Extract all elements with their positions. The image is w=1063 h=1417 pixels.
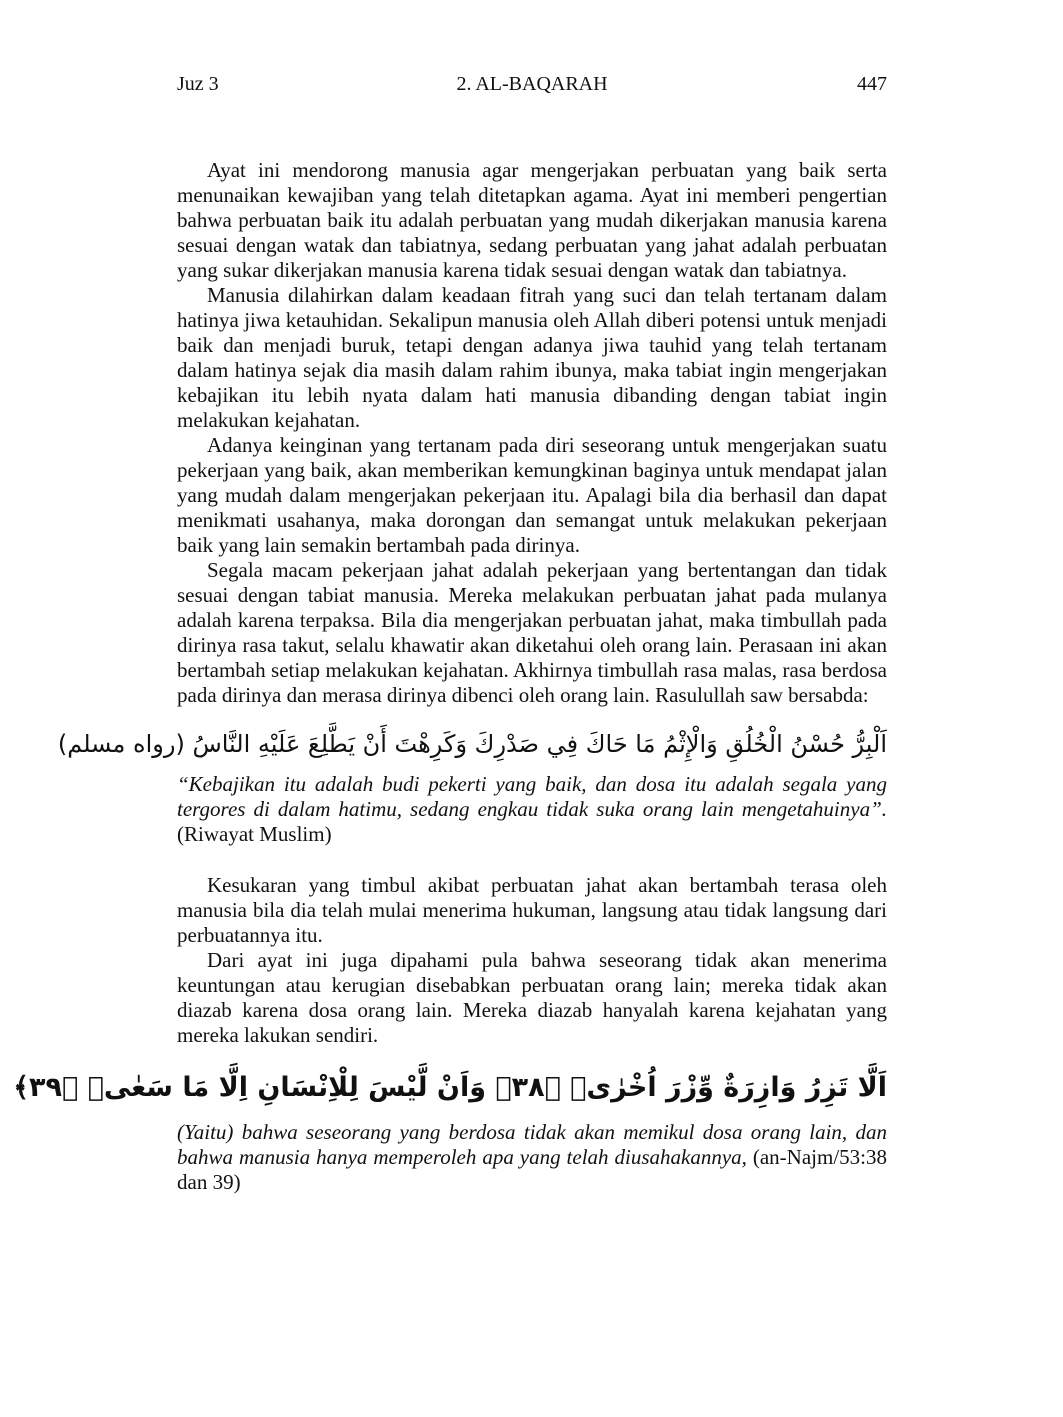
paragraph: Manusia dilahirkan dalam keadaan fitrah yang suci dan telah tertanam dalam hatinya jiwa ketauhidan. Sekalipun manusia oleh Allah diberi potensi untuk menjadi baik dan menjadi buruk, tetapi dengan adanya jiwa tauhid yang telah tertanam dalam hatinya sejak dia masih dalam rahim ibunya, maka tabiat ingin mengerjakan kebajikan itu lebih nyata dalam hati manusia dibanding dengan tabiat ingin melakukan kejahatan. [177,283,887,432]
hadith-arabic: اَلْبِرُّ حُسْنُ الْخُلُقِ وَالْإِثْمُ مَا حَاكَ فِي صَدْرِكَ وَكَرِهْتَ أَنْ يَطَّلِعَ عَلَيْهِ النَّاسُ (رواه مسلم) [57,730,887,758]
spacer [177,847,887,873]
paragraph: Kesukaran yang timbul akibat perbuatan jahat akan bertambah terasa oleh manusia bila dia telah mulai menerima hukuman, langsung atau tidak langsung dari perbuatannya itu. [177,873,887,947]
hadith-source: (Riwayat Muslim) [177,822,332,846]
juz-label: Juz 3 [177,73,219,95]
verse-translation [177,1120,887,1195]
running-header [177,72,887,96]
page-number: 447 [857,73,887,95]
paragraph: Dari ayat ini juga dipahami pula bahwa seseorang tidak akan menerima keuntungan atau kerugian disebabkan perbuatan orang lain; mereka tidak akan diazab karena dosa orang lain. Mereka diazab hanyalah karena kejahatan yang mereka lakukan sendiri. [177,948,887,1047]
verse-arabic: اَلَّا تَزِرُ وَازِرَةٌ وِّزْرَ اُخْرٰىۙ ﴿٣٨﴾ وَاَنْ لَّيْسَ لِلْاِنْسَانِ اِلَّا مَا سَعٰىۙ ﴿٣٩﴾ [13,1072,887,1103]
verse-source: (an-Najm/53:38 dan 39) [177,1145,887,1194]
surah-title: 2. AL-BAQARAH [456,73,608,95]
hadith-translation [177,772,887,847]
paragraph: Segala macam pekerjaan jahat adalah pekerjaan yang bertentangan dan tidak sesuai dengan tabiat manusia. Mereka melakukan perbuatan jahat pada mulanya adalah karena terpaksa. Bila dia mengerjakan perbuatan jahat, maka timbullah pada dirinya rasa takut, selalu khawatir akan diketahui oleh orang lain. Perasaan ini akan bertambah setiap melakukan kejahatan. Akhirnya timbullah rasa malas, rasa berdosa pada dirinya dan merasa dirinya dibenci oleh orang lain. Rasulullah saw bersabda: [177,558,887,707]
body-text [13,158,887,1195]
paragraph: Adanya keinginan yang tertanam pada diri seseorang untuk mengerjakan suatu pekerjaan yang baik, akan memberikan kemungkinan baginya untuk mendapat jalan yang mudah dalam mengerjakan pekerjaan itu. Apalagi bila dia berhasil dan dapat menikmati usahanya, maka dorongan dan semangat untuk melakukan pekerjaan baik yang lain semakin bertambah pada dirinya. [177,433,887,557]
paragraph: Ayat ini mendorong manusia agar mengerjakan perbuatan yang baik serta menunaikan kewajiban yang telah ditetapkan agama. Ayat ini memberi pengertian bahwa perbuatan baik itu adalah perbuatan yang mudah dikerjakan manusia karena sesuai dengan watak dan tabiatnya, sedang perbuatan yang jahat adalah perbuatan yang sukar dikerjakan manusia karena tidak sesuai dengan watak dan tabiatnya. [177,158,887,282]
hadith-translation-text: “Kebajikan itu adalah budi pekerti yang baik, dan dosa itu adalah segala yang tergores di dalam hatimu, sedang engkau tidak suka orang lain mengetahuinya”. [177,772,887,821]
verse-translation-text: (Yaitu) bahwa seseorang yang berdosa tidak akan memikul dosa orang lain, dan bahwa manusia hanya memperoleh apa yang telah diusahakannya, [177,1120,887,1169]
